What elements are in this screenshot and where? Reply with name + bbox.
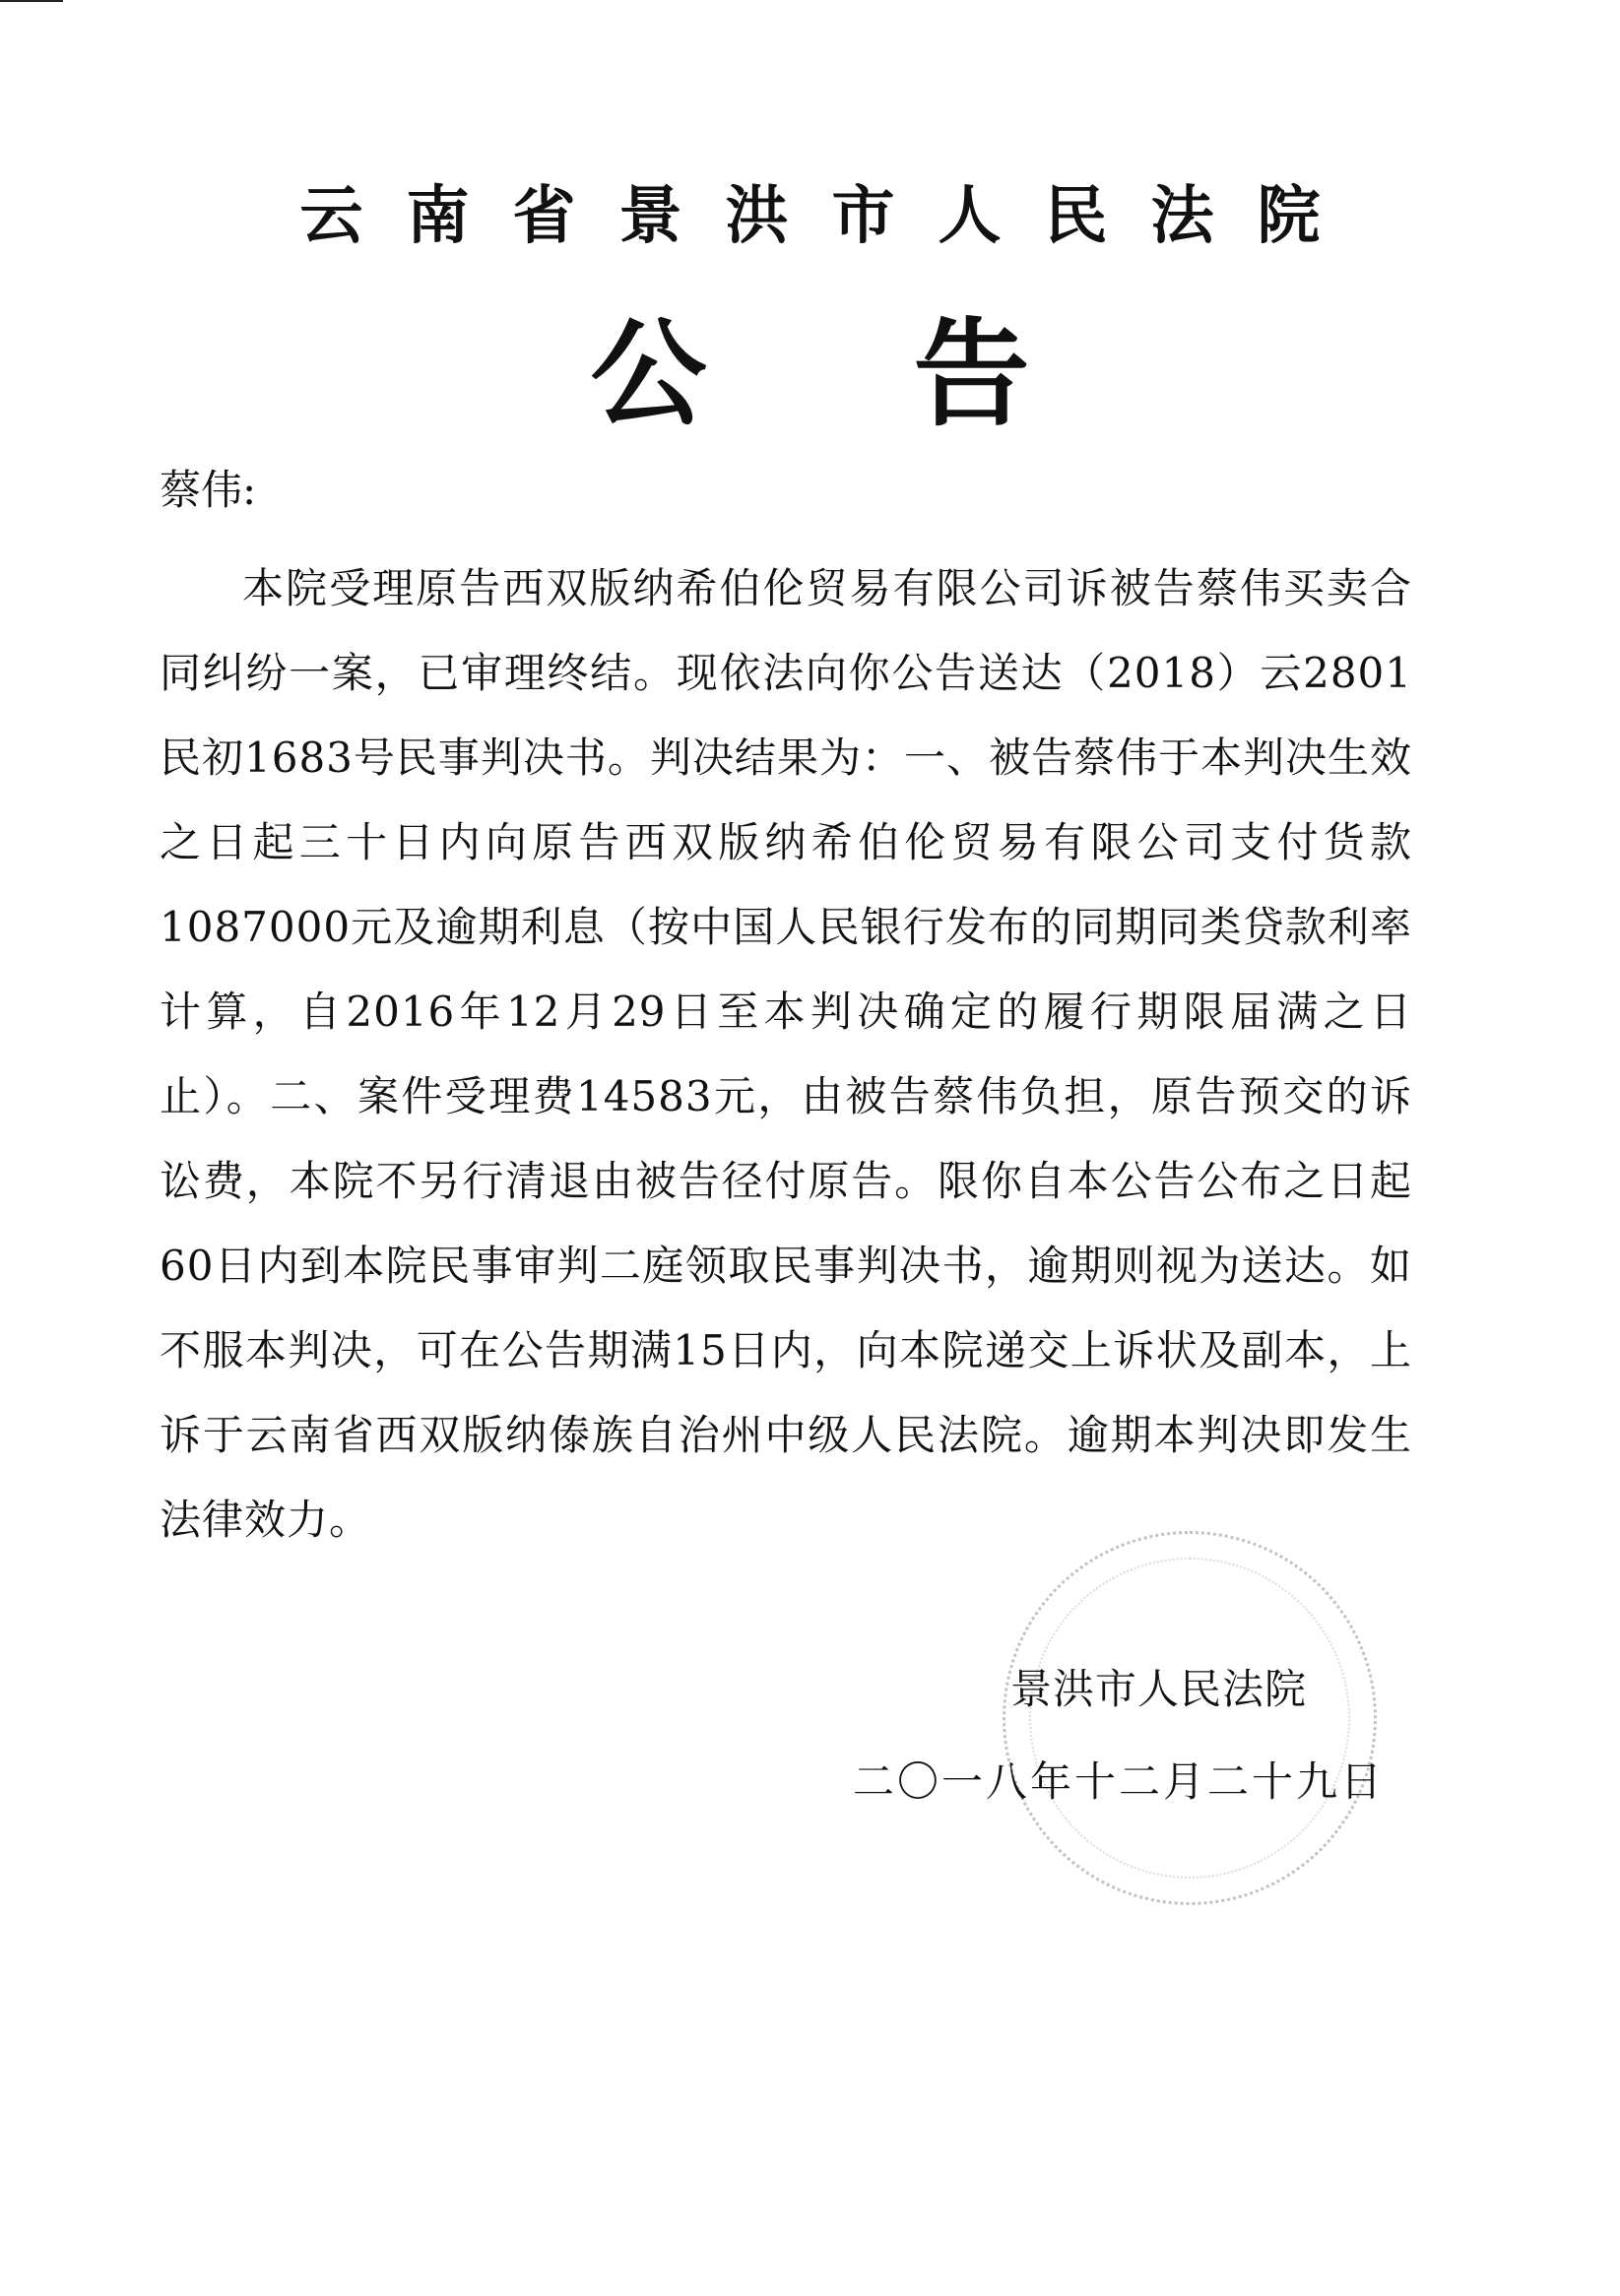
seal-inner-ring (1029, 1558, 1350, 1879)
issuer-signature: 景洪市人民法院 (1010, 1665, 1308, 1713)
official-seal-stamp (1003, 1531, 1377, 1905)
issue-date: 二〇一八年十二月二十九日 (853, 1757, 1386, 1806)
addressee: 蔡伟: (160, 466, 257, 514)
scan-corner-mark (0, 0, 63, 2)
court-name-heading: 云南省景洪市人民法院 (299, 179, 1364, 253)
notice-title: 公告 (590, 305, 1237, 442)
notice-body: 本院受理原告西双版纳希伯伦贸易有限公司诉被告蔡伟买卖合同纠纷一案，已审理终结。现依法向你公告送达（2018）云2801民初1683号民事判决书。判决结果为：一、被告蔡伟于本判决生效之日起三十日内向原告西双版纳希伯伦贸易有限公司支付货款1087000元及逾期利息（按中国人民银行发布的同期同类贷款利率计算，自2016年12月29日至本判决确定的履行期限届满之日止）。二、案件受理费14583元，由被告蔡伟负担，原告预交的诉讼费，本院不另行清退由被告径付原告。限你自本公告公布之日起60日内到本院民事审判二庭领取民事判决书，逾期则视为送达。如不服本判决，可在公告期满15日内，向本院递交上诉状及副本，上诉于云南省西双版纳傣族自治州中级人民法院。逾期本判决即发生法律效力。 (160, 564, 1412, 1544)
